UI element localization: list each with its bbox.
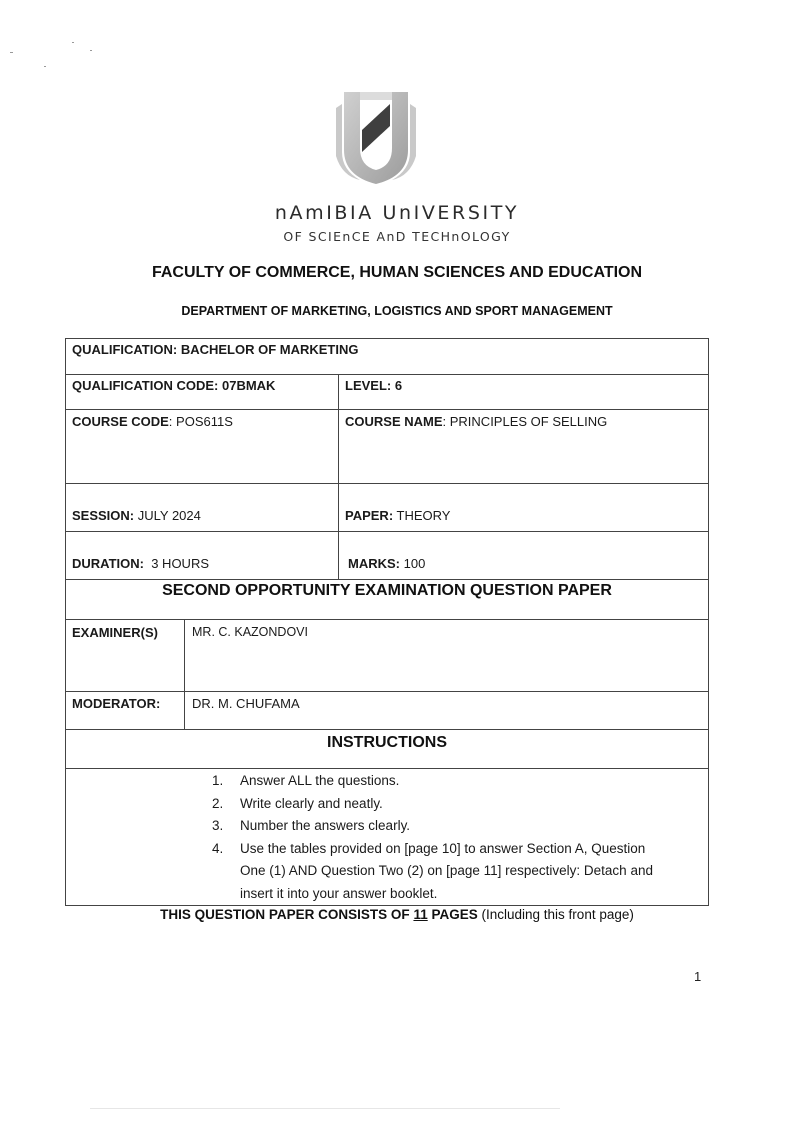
list-item-number: 1. [212,773,224,788]
university-shield-logo [330,86,422,188]
note-suffix: (Including this front page) [481,907,634,922]
course-code-label: COURSE CODE [72,414,169,429]
moderator-value: DR. M. CHUFAMA [192,696,300,711]
paper-cell [345,508,450,523]
qualification-value: BACHELOR OF MARKETING [180,342,359,357]
duration-label: DURATION: [72,556,144,571]
qualification-label: QUALIFICATION: [72,342,178,357]
faculty-title: FACULTY OF COMMERCE, HUMAN SCIENCES AND EDUCATION [151,264,643,281]
session-cell [72,508,201,523]
examiner-value: MR. C. KAZONDOVI [192,625,308,639]
department-title: DEPARTMENT OF MARKETING, LOGISTICS AND SPORT MANAGEMENT [181,304,613,318]
marks-value: 100 [403,556,426,571]
moderator-label: MODERATOR: [72,696,161,711]
duration-cell [72,556,209,571]
paper-value: THEORY [396,508,451,523]
list-item [212,815,710,838]
level-value: 6 [394,378,403,393]
page-number: 1 [694,969,702,984]
list-item-text-line1: Use the tables provided on [page 10] to answer Section A, Question [240,840,646,856]
university-name: nAmIBIA UnIVERSITY [274,202,520,224]
course-name-value: PRINCIPLES OF SELLING [449,414,608,429]
examiner-label: EXAMINER(S) [72,625,158,640]
row-divider [65,691,709,692]
course-name-cell: COURSE NAME: PRINCIPLES OF SELLING [345,414,608,429]
list-item-number: 2. [212,795,224,811]
marks-label: MARKS: [348,556,400,571]
level-cell [345,378,402,393]
list-item [212,838,710,906]
qualification-code-label: QUALIFICATION CODE: [72,378,219,393]
list-item-number: 3. [212,818,224,834]
list-item-text: Answer ALL the questions. [240,773,400,788]
paper-label: PAPER: [345,508,394,523]
scan-speck [90,50,92,51]
scan-speck [44,66,46,67]
page-count-note [0,907,794,922]
qualification-row [72,342,358,357]
row-divider [65,768,709,769]
row-divider [65,374,709,375]
session-label: SESSION: [72,508,135,523]
column-divider [184,619,185,730]
list-item-text: Write clearly and neatly. [240,795,383,811]
course-name-label: COURSE NAME [345,414,443,429]
people-table [65,619,709,730]
instructions-list [212,770,710,906]
scan-speck [72,42,74,43]
list-item [212,770,710,793]
instructions-heading: INSTRUCTIONS [327,734,447,751]
qualification-code-value: 07BMAK [221,378,276,393]
duration-value: 3 HOURS [151,556,210,571]
row-divider [65,579,709,580]
list-item-text-line2: One (1) AND Question Two (2) on [page 11] respectively: Detach and [240,863,653,879]
scan-speck [10,52,13,53]
list-item-number: 4. [212,840,224,856]
list-item-text-line3: insert it into your answer booklet. [240,885,438,901]
list-item-text: Number the answers clearly. [240,818,411,834]
row-divider [65,531,709,532]
paper-title: SECOND OPPORTUNITY EXAMINATION QUESTION PAPER [162,582,612,599]
page-count: 11 [413,907,428,922]
qualification-code-cell [72,378,275,393]
row-divider [65,483,709,484]
list-item [212,793,710,816]
course-code-cell: COURSE CODE: POS611S [72,414,233,429]
scan-line [90,1108,560,1109]
university-subtitle: OF SCIEnCE AnD TECHnOLOGY [283,229,511,244]
marks-cell [348,556,425,571]
note-pages: PAGES [431,907,478,922]
level-label: LEVEL: [345,378,392,393]
note-prefix: THIS QUESTION PAPER CONSISTS OF [160,907,410,922]
course-code-value: POS611S [176,414,233,429]
session-value: JULY 2024 [137,508,201,523]
column-divider [338,374,339,579]
row-divider [65,409,709,410]
